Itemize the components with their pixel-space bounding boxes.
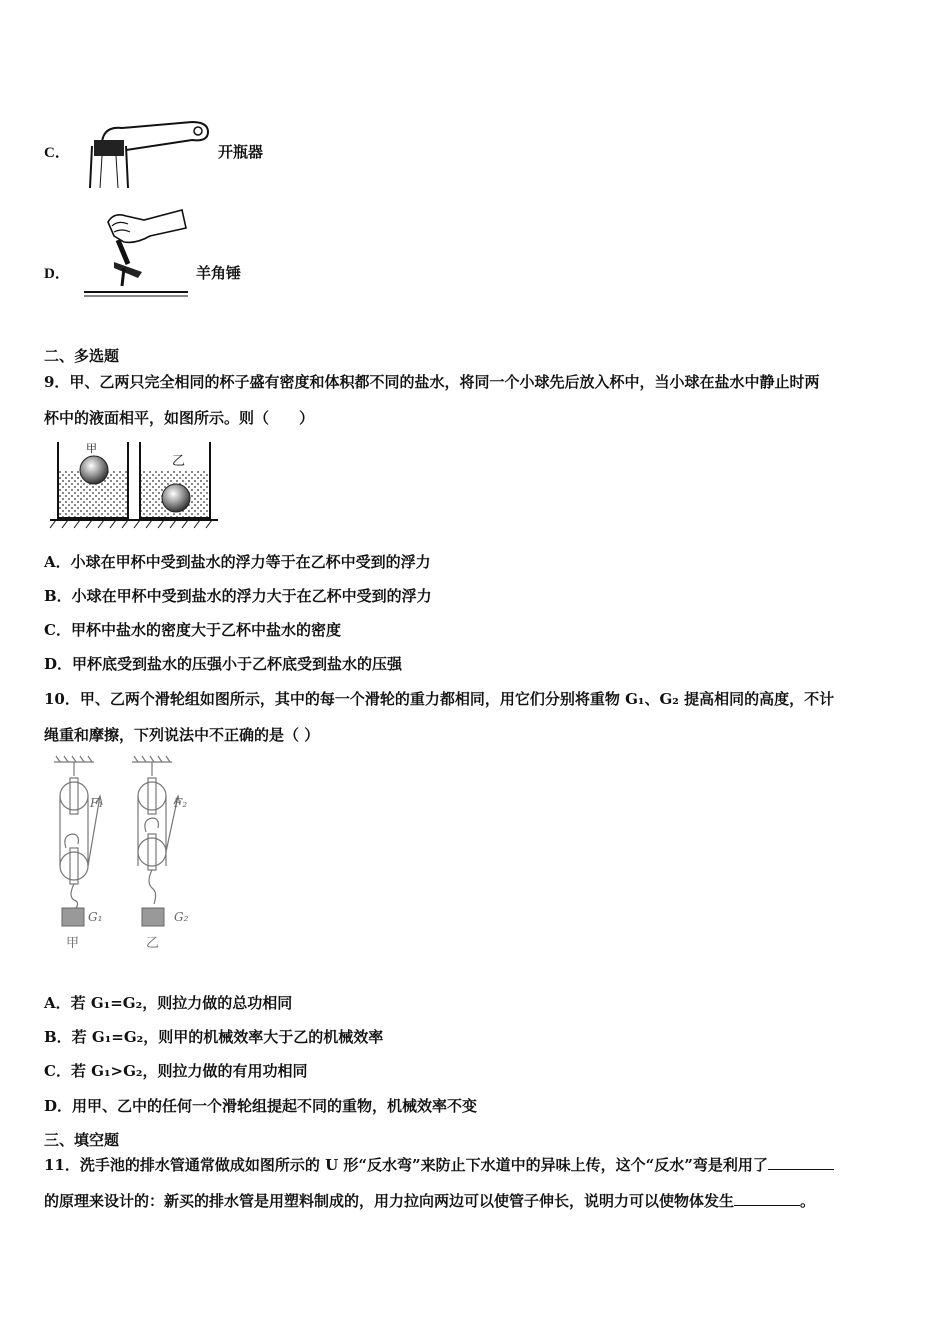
section-2-title: 二、多选题 bbox=[44, 347, 120, 365]
option-c-label: 开瓶器 bbox=[218, 143, 264, 161]
q10-g2-label: G₂ bbox=[174, 910, 189, 924]
q9-line-1: 9．甲、乙两只完全相同的杯子盛有密度和体积都不同的盐水，将同一个小球先后放入杯中，当小球在盐水中静止时两 bbox=[44, 373, 820, 391]
bottle-opener-figure bbox=[82, 118, 212, 192]
q11-blank-1[interactable] bbox=[768, 1157, 834, 1170]
q10-f1-label: F₁ bbox=[90, 796, 104, 810]
q9-option-a: A．小球在甲杯中受到盐水的浮力等于在乙杯中受到的浮力 bbox=[44, 553, 431, 571]
q11-line-1 bbox=[44, 1154, 834, 1175]
q11-line-1-text: 11．洗手池的排水管通常做成如图所示的 U 形“反水弯”来防止下水道中的异味上传，这个“反水”弯是利用了 bbox=[44, 1156, 768, 1174]
q9-line-2: 杯中的液面相平，如图所示。则（ ） bbox=[44, 409, 315, 427]
q10-label-a: 甲 bbox=[66, 936, 80, 951]
option-d-letter: D． bbox=[44, 266, 70, 282]
option-c-letter: C． bbox=[44, 145, 70, 161]
section-3-title: 三、填空题 bbox=[44, 1131, 120, 1149]
q10-option-a: A．若 G₁=G₂，则拉力做的总功相同 bbox=[44, 994, 293, 1012]
q11-line-2-end: 。 bbox=[800, 1192, 816, 1210]
q9-option-d: D．甲杯底受到盐水的压强小于乙杯底受到盐水的压强 bbox=[44, 655, 403, 673]
q10-option-d: D．用甲、乙中的任何一个滑轮组提起不同的重物，机械效率不变 bbox=[44, 1097, 478, 1115]
option-d-label: 羊角锤 bbox=[196, 264, 242, 282]
q11-blank-2[interactable] bbox=[734, 1193, 800, 1206]
q9-option-c: C．甲杯中盐水的密度大于乙杯中盐水的密度 bbox=[44, 621, 341, 639]
q9-cup-a-label: 甲 bbox=[86, 442, 97, 455]
q9-cups-figure bbox=[46, 440, 220, 530]
q9-cup-b-label: 乙 bbox=[172, 454, 186, 469]
q10-label-b: 乙 bbox=[146, 936, 160, 951]
q10-line-1: 10．甲、乙两个滑轮组如图所示，其中的每一个滑轮的重力都相同，用它们分别将重物 G₁、G₂ 提高相同的高度，不计 bbox=[44, 690, 835, 708]
q10-option-c: C．若 G₁>G₂，则拉力做的有用功相同 bbox=[44, 1062, 308, 1080]
q11-line-2 bbox=[44, 1190, 815, 1211]
q10-line-2: 绳重和摩擦，下列说法中不正确的是（ ） bbox=[44, 726, 320, 744]
q10-f2-label: F₂ bbox=[174, 796, 188, 810]
q11-line-2-text: 的原理来设计的：新买的排水管是用塑料制成的，用力拉向两边可以使管子伸长，说明力可以使物体发生 bbox=[44, 1192, 735, 1210]
q10-g1-label: G₁ bbox=[88, 910, 103, 924]
q9-option-b: B．小球在甲杯中受到盐水的浮力大于在乙杯中受到的浮力 bbox=[44, 587, 432, 605]
q10-option-b: B．若 G₁=G₂，则甲的机械效率大于乙的机械效率 bbox=[44, 1028, 384, 1046]
claw-hammer-figure bbox=[84, 206, 194, 300]
